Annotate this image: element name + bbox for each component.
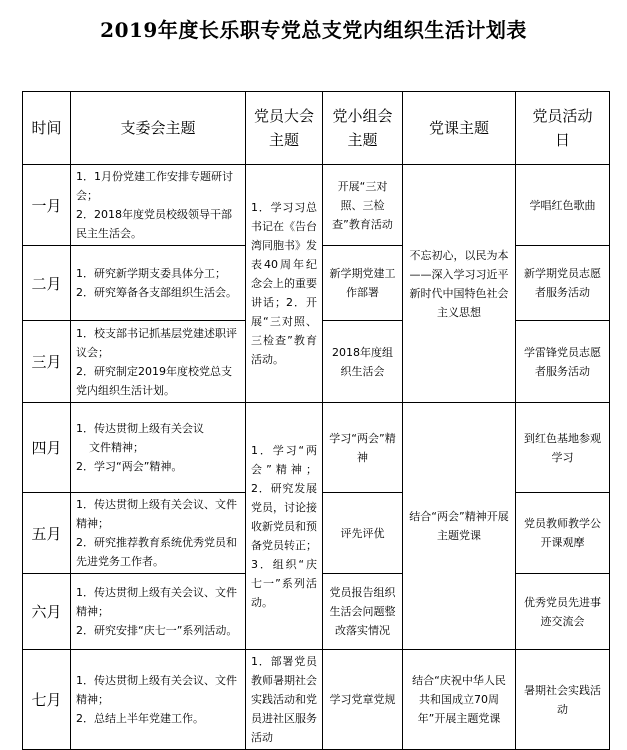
group-meeting-cell: 党员报告组织生活会问题整改落实情况 [323, 574, 403, 650]
group-meeting-cell: 开展“三对照、三检查”教育活动 [323, 165, 403, 246]
group-meeting-cell: 学习“两会”精神 [323, 403, 403, 493]
party-class-cell: 结合“庆祝中华人民共和国成立70周年”开展主题党课 [403, 650, 516, 750]
committee-cell: 1．校支部书记抓基层党建述职评议会； 2．研究制定2019年度校党总支党内组织生活计划。 [71, 321, 246, 403]
header-row [23, 92, 610, 165]
header-activity-day: 党员活动 日 [516, 92, 610, 165]
month-cell: 六月 [23, 574, 71, 650]
month-cell: 一月 [23, 165, 71, 246]
activity-cell: 新学期党员志愿者服务活动 [516, 246, 610, 321]
general-meeting-cell: 1．学习“两会”精神；2．研究发展党员，讨论接收新党员和预备党员转正；3．组织“庆七一”系列活动。 [246, 403, 323, 650]
month-cell: 七月 [23, 650, 71, 750]
group-meeting-cell: 新学期党建工作部署 [323, 246, 403, 321]
table-row [23, 165, 610, 246]
header-party-class: 党课主题 [403, 92, 516, 165]
activity-cell: 到红色基地参观学习 [516, 403, 610, 493]
general-meeting-cell: 1．学习习总书记在《告台湾同胞书》发表40周年纪念会上的重要讲话；2．开展“三对照、三检查”教育活动。 [246, 165, 323, 403]
month-cell: 五月 [23, 493, 71, 574]
party-class-cell: 结合“两会”精神开展主题党课 [403, 403, 516, 650]
month-cell: 四月 [23, 403, 71, 493]
committee-cell: 1．传达贯彻上级有关会议、文件精神； 2．研究推荐教育系统优秀党员和先进党务工作者。 [71, 493, 246, 574]
committee-cell: 1．研究新学期支委具体分工； 2．研究筹备各支部组织生活会。 [71, 246, 246, 321]
activity-cell: 暑期社会实践活动 [516, 650, 610, 750]
month-cell: 二月 [23, 246, 71, 321]
committee-cell: 1．传达贯彻上级有关会议、文件精神； 2．总结上半年党建工作。 [71, 650, 246, 750]
header-general-meeting: 党员大会 主题 [246, 92, 323, 165]
group-meeting-cell: 学习党章党规 [323, 650, 403, 750]
party-class-cell: 不忘初心，以民为本——深入学习习近平新时代中国特色社会主义思想 [403, 165, 516, 403]
header-group-meeting: 党小组会 主题 [323, 92, 403, 165]
header-time: 时间 [23, 92, 71, 165]
general-meeting-cell: 1．部署党员教师暑期社会实践活动和党员进社区服务活动 [246, 650, 323, 750]
table-row [23, 403, 610, 493]
group-meeting-cell: 评先评优 [323, 493, 403, 574]
committee-cell: 1．1月份党建工作安排专题研讨会； 2．2018年度党员校级领导干部民主生活会。 [71, 165, 246, 246]
activity-cell: 优秀党员先进事迹交流会 [516, 574, 610, 650]
header-committee: 支委会主题 [71, 92, 246, 165]
group-meeting-cell: 2018年度组织生活会 [323, 321, 403, 403]
activity-cell: 学唱红色歌曲 [516, 165, 610, 246]
page-title: 2019年度长乐职专党总支党内组织生活计划表 [100, 18, 527, 42]
activity-cell: 学雷锋党员志愿者服务活动 [516, 321, 610, 403]
activity-cell: 党员教师教学公开课观摩 [516, 493, 610, 574]
month-cell: 三月 [23, 321, 71, 403]
committee-cell: 1．传达贯彻上级有关会议、文件精神； 2．研究安排“庆七一”系列活动。 [71, 574, 246, 650]
committee-cell: 1．传达贯彻上级有关会议 文件精神； 2．学习“两会”精神。 [71, 403, 246, 493]
table-row [23, 650, 610, 750]
plan-table [22, 91, 610, 750]
